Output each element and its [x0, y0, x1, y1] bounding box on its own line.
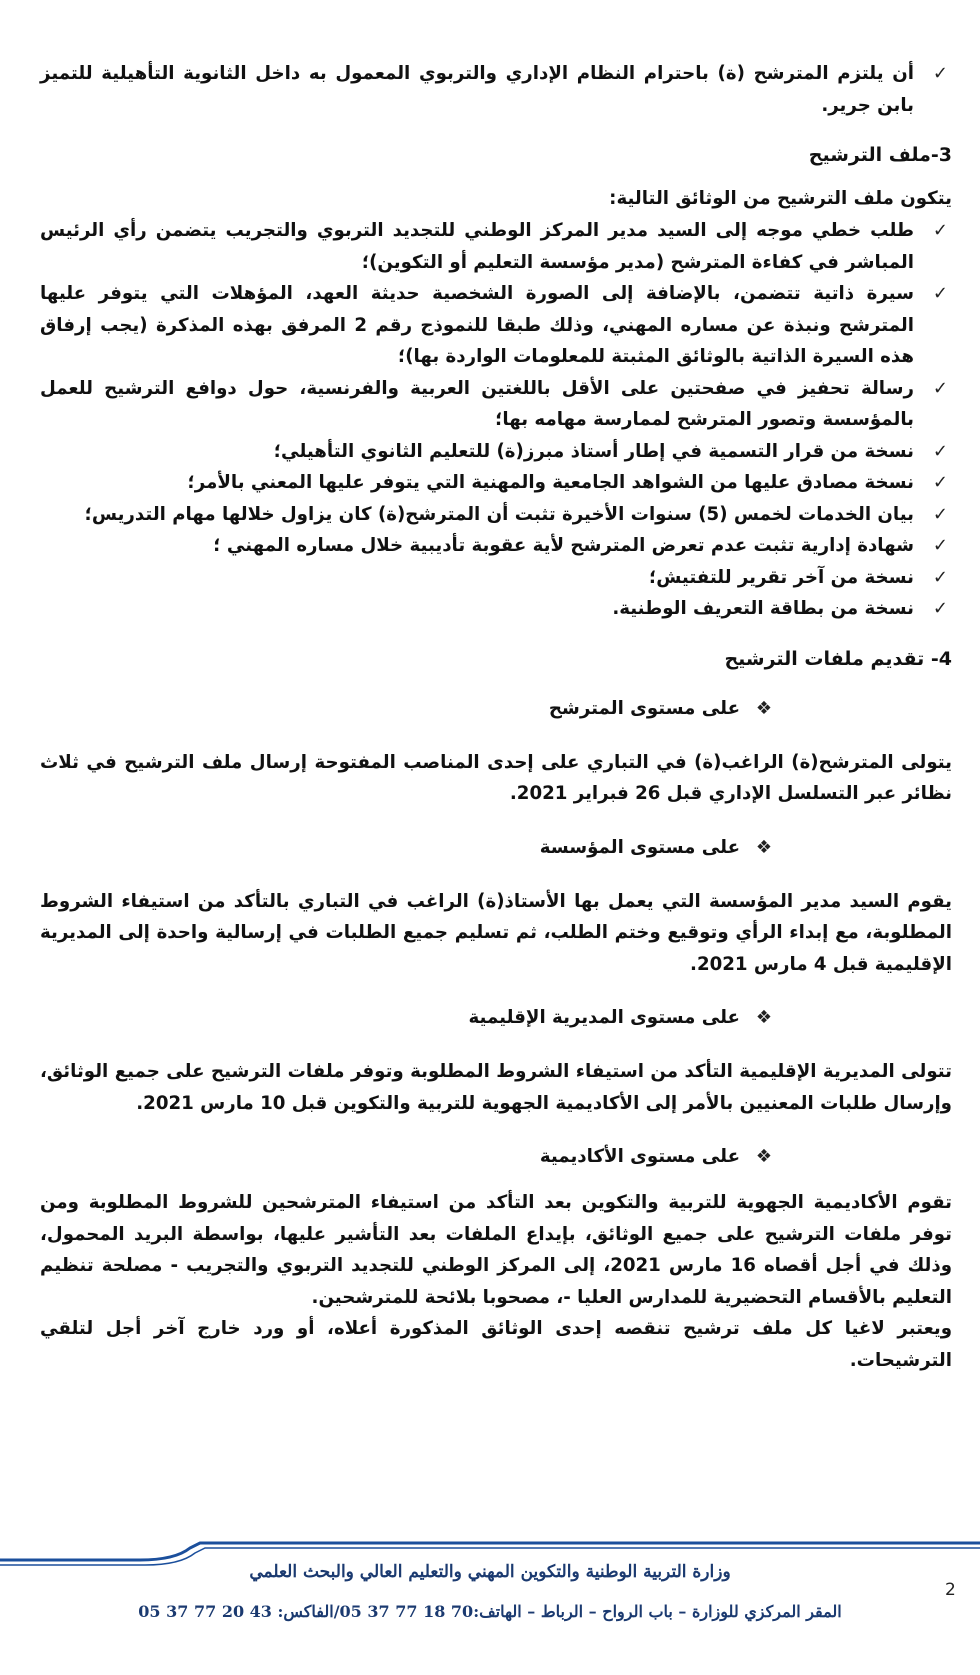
- checkmark-icon: ✓: [932, 503, 948, 525]
- page-number: 2: [945, 1580, 956, 1600]
- level-academy-heading: ❖ على مستوى الأكاديمية: [40, 1141, 952, 1173]
- footer-ministry-name: وزارة التربية الوطنية والتكوين المهني والتعليم العالي والبحث العلمي: [249, 1562, 731, 1582]
- checkmark-icon: ✓: [932, 377, 948, 399]
- checkmark-icon: ✓: [932, 472, 948, 493]
- checkmark-icon: ✓: [932, 220, 948, 241]
- footer-address: المقر المركزي للوزارة – باب الرواح – الرباط – الهاتف:70 18 77 37 05/الفاكس: 43 20 77 37 05: [138, 1602, 842, 1621]
- list-item: ✓ نسخة مصادق عليها من الشواهد الجامعية والمهنية التي يتوفر عليها المعني بالأمر؛: [40, 467, 952, 499]
- diamond-bullet-icon: ❖: [755, 1007, 772, 1028]
- document-body: [40, 58, 952, 1376]
- list-item: ✓ نسخة من آخر تقرير للتفتيش؛: [40, 562, 952, 594]
- diamond-bullet-icon: ❖: [755, 1146, 772, 1167]
- list-item: ✓ نسخة من بطاقة التعريف الوطنية.: [40, 593, 952, 625]
- requirements-list: [40, 58, 952, 121]
- diamond-bullet-icon: ❖: [755, 836, 772, 858]
- section-4-heading: 4- تقديم ملفات الترشيح: [724, 647, 952, 670]
- list-item: ✓ سيرة ذاتية تتضمن، بالإضافة إلى الصورة الشخصية حديثة العهد، المؤهلات التي يتوفر عليها المترشح ونبذة عن مساره المهني، وذلك طبقا للنموذج رقم 2 المرفق بهذه المذكرة (يجب إرفاق هذه السيرة الذاتية بالوثائق المثبتة للمعلومات الواردة بها)؛: [40, 278, 952, 373]
- checkmark-icon: ✓: [932, 63, 948, 84]
- list-item: ✓ شهادة إدارية تثبت عدم تعرض المترشح لأية عقوبة تأديبية خلال مساره المهني ؛: [40, 530, 952, 562]
- checkmark-icon: ✓: [932, 598, 948, 619]
- level-directorate-text: تتولى المديرية الإقليمية التأكد من استيفاء الشروط المطلوبة وتوفر ملفات الترشيح على جميع الوثائق، وإرسال طلبات المعنيين بالأمر إلى الأكاديمية الجهوية للتربية والتكوين قبل 10 مارس 2021.: [40, 1061, 952, 1114]
- level-candidate-heading: ❖ على مستوى المترشح: [40, 693, 952, 725]
- list-item: ✓ طلب خطي موجه إلى السيد مدير المركز الوطني للتجديد التربوي والتجريب يتضمن رأي الرئيس المباشر في كفاءة المترشح (مدير مؤسسة التعليم أو التكوين)؛: [40, 215, 952, 278]
- checkmark-icon: ✓: [932, 283, 948, 304]
- list-item: ✓ رسالة تحفيز في صفحتين على الأقل باللغتين العربية والفرنسية، حول دوافع الترشيح للعمل بالمؤسسة وتصور المترشح لممارسة مهامه بها؛: [40, 373, 952, 436]
- closing-paragraph: ويعتبر لاغيا كل ملف ترشيح تنقصه إحدى الوثائق المذكورة أعلاه، أو ورد خارج آخر أجل لتلقي الترشيحات.: [40, 1318, 952, 1371]
- list-item: ✓ أن يلتزم المترشح (ة) باحترام النظام الإداري والتربوي المعمول به داخل الثانوية التأهيلية للتميز بابن جرير.: [40, 58, 952, 121]
- diamond-bullet-icon: ❖: [755, 697, 772, 719]
- list-item: ✓ نسخة من قرار التسمية في إطار أستاذ مبرز(ة) للتعليم الثانوي التأهيلي؛: [40, 436, 952, 468]
- level-institution-text: يقوم السيد مدير المؤسسة التي يعمل بها الأستاذ(ة) الراغب في التباري بالتأكد من استيفاء الشروط المطلوبة، مع إبداء الرأي وتوقيع وختم الطلب، ثم تسليم جميع الطلبات في إرسالية واحدة إلى المديرية الإقليمية قبل 4 مارس 2021.: [40, 890, 952, 975]
- list-item: ✓ بيان الخدمات لخمس (5) سنوات الأخيرة تثبت أن المترشح(ة) كان يزاول خلالها مهام التدريس؛: [40, 499, 952, 531]
- section-3-heading: 3-ملف الترشيح: [808, 144, 952, 166]
- level-candidate-text: يتولى المترشح(ة) الراغب(ة) في التباري على إحدى المناصب المفتوحة إرسال ملف الترشيح في ثلاث نظائر عبر التسلسل الإداري قبل 26 فبراير 2021.: [40, 751, 952, 804]
- checkmark-icon: ✓: [932, 535, 948, 556]
- checkmark-icon: ✓: [932, 566, 948, 588]
- level-directorate-heading: ❖ على مستوى المديرية الإقليمية: [40, 1002, 952, 1034]
- checkmark-icon: ✓: [932, 440, 948, 462]
- documents-list: [40, 215, 952, 625]
- level-academy-text: تقوم الأكاديمية الجهوية للتربية والتكوين بعد التأكد من استيفاء المترشحين للشروط المطلوبة ومن توفر ملفات الترشيح على جميع الوثائق، بإيداع الملفات بعد التأشير عليها، بواسطة البريد المحمول، وذلك في أجل أقصاه 16 مارس 2021، إلى المركز الوطني للتجديد التربوي والتجريب - مصلحة تنظيم التعليم بالأقسام التحضيرية للمدارس العليا -، مصحوبا بلائحة للمترشحين.: [40, 1192, 952, 1308]
- section-3-intro: يتكون ملف الترشيح من الوثائق التالية:: [609, 188, 952, 209]
- level-institution-heading: ❖ على مستوى المؤسسة: [40, 832, 952, 864]
